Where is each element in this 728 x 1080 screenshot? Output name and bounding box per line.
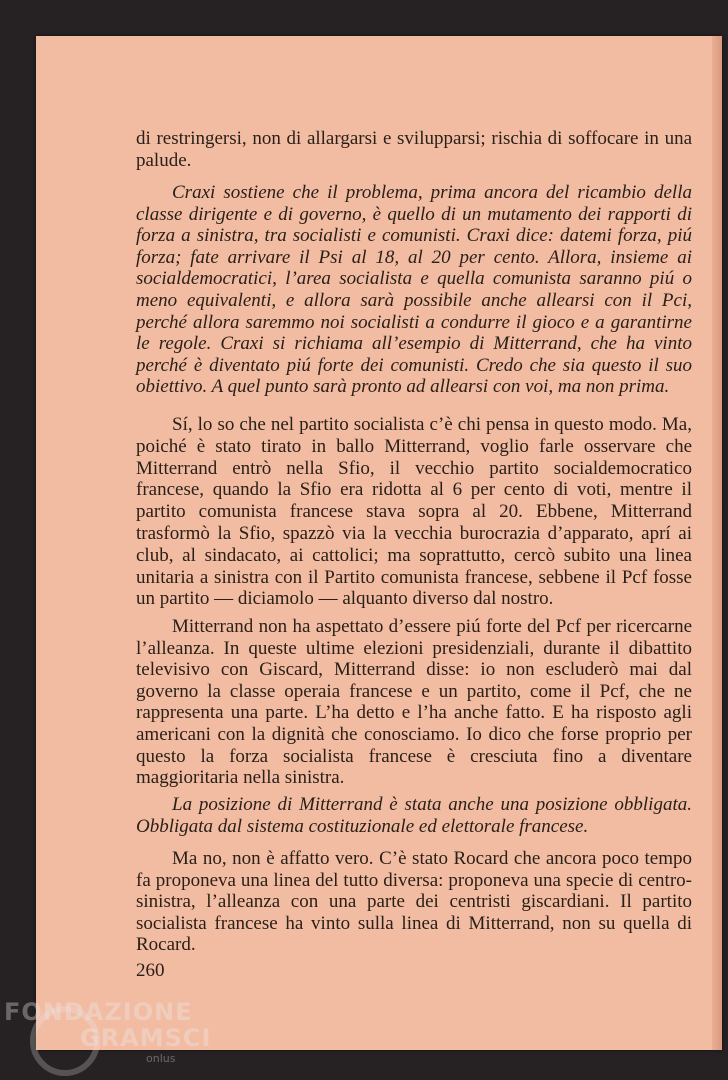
- text-block-3: [136, 414, 692, 610]
- watermark-line3: onlus: [146, 1052, 176, 1065]
- text-block-2: [136, 182, 692, 398]
- paragraph-3: Sí, lo so che nel partito socialista c’è chi pensa in questo modo. Ma, poiché è stato tirato in ballo Mitterrand, voglio farle osservare che Mitterrand entrò nella Sfio, il vecchio partito socialdemocratico francese, quando la Sfio era ridotta al 6 per cento di voti, mentre il partito comunista francese stava sopra al 20. Ebbene, Mitterrand trasformò la Sfio, spazzò via la vecchia burocrazia d’apparato, aprí ai club, al sindacato, ai cattolici; ma soprattutto, cercò subito una linea unitaria a sinistra con il Partito comunista francese, sebbene il Pcf fosse un partito — diciamolo — alquanto diverso dal nostro.: [136, 414, 692, 610]
- paragraph-1: di restringersi, non di allargarsi e svilupparsi; rischia di soffocare in una palude.: [136, 128, 692, 171]
- text-block-5: [136, 794, 692, 837]
- book-page: [36, 36, 722, 1050]
- text-block-4: [136, 616, 692, 789]
- paragraph-6: Ma no, non è affatto vero. C’è stato Rocard che ancora poco tempo fa proponeva una linea del tutto diversa: proponeva una specie di centro-sinistra, l’alleanza con una parte dei centristi giscardiani. Il partito socialista francese ha vinto sulla linea di Mitterrand, non su quella di Rocard.: [136, 848, 692, 955]
- watermark-line1: FONDAZIONE: [4, 998, 193, 1026]
- page-edge: [712, 36, 722, 1050]
- text-block-1: [136, 128, 692, 171]
- paragraph-2-question: Craxi sostiene che il problema, prima ancora del ricambio della classe dirigente e di governo, è quello di un mutamento dei rapporti di forza a sinistra, tra socialisti e comunisti. Craxi dice: datemi forza, piú forza; fate arrivare il Psi al 18, al 20 per cento. Allora, insieme ai socialdemocratici, l’area socialista e quella comunista saranno piú o meno equivalenti, e allora sarà possibile anche allearsi con il Pci, perché allora saremmo noi socialisti a condurre il gioco e a garantirne le regole. Craxi si richiama all’esempio di Mitterrand, che ha vinto perché è diventato piú forte dei comunisti. Credo che sia questo il suo obiettivo. A quel punto sarà pronto ad allearsi con voi, ma non prima.: [136, 182, 692, 398]
- paragraph-4: Mitterrand non ha aspettato d’essere piú forte del Pcf per ricercarne l’alleanza. In queste ultime elezioni presidenziali, durante il dibattito televisivo con Giscard, Mitterrand disse: io non escluderò mai dal governo la classe operaia francese e un partito, come il Pcf, che ne rappresenta una parte. L’ha detto e l’ha anche fatto. E ha risposto agli americani con la dignità che conosciamo. Io dico che forse proprio per questo la forza socialista francese è cresciuta fino a diventare maggioritaria nella sinistra.: [136, 616, 692, 789]
- watermark-logo: [4, 998, 211, 1065]
- text-block-6: [136, 848, 692, 956]
- paragraph-5-question: La posizione di Mitterrand è stata anche una posizione obbligata. Obbligata dal sistema costituzionale ed elettorale francese.: [136, 794, 692, 837]
- page-number: 260: [136, 960, 165, 981]
- watermark-line2: GRAMSCI: [80, 1024, 212, 1052]
